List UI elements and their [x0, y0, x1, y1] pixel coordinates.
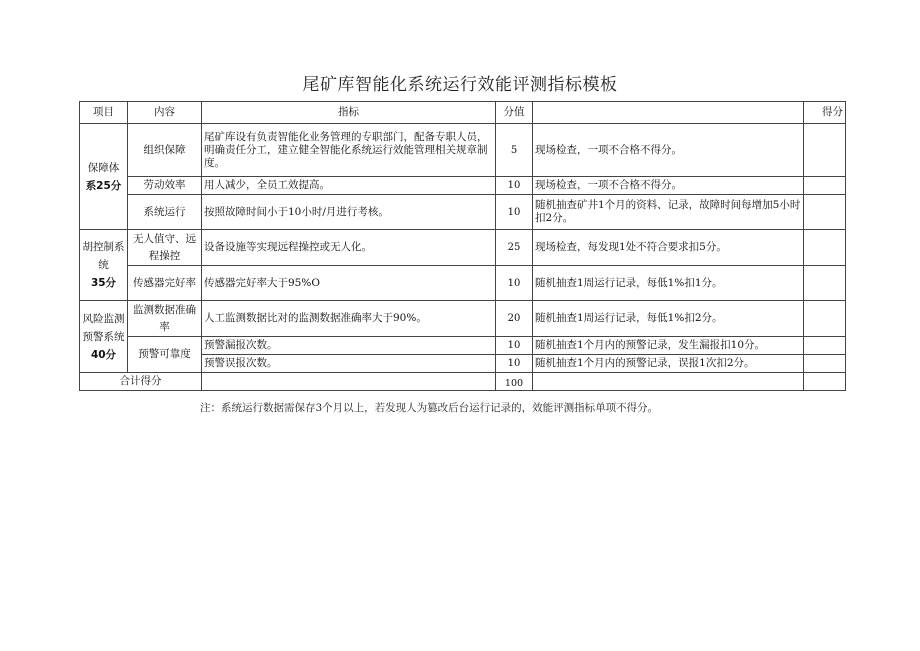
- evaluation-table: [79, 101, 846, 391]
- indicator-cell: 人工监测数据比对的监测数据准确率大于90%。: [202, 301, 496, 337]
- earned-score-cell[interactable]: [804, 124, 846, 177]
- table-row: [80, 230, 846, 266]
- content-cell: 监测数据准确率: [128, 301, 202, 337]
- project-cell-control: [80, 230, 128, 301]
- earned-score-cell[interactable]: [804, 266, 846, 301]
- method-cell: 随机抽查1周运行记录，每低1%扣1分。: [533, 266, 804, 301]
- table-row: [80, 195, 846, 230]
- score-cell: 10: [496, 177, 533, 195]
- score-cell: 5: [496, 124, 533, 177]
- earned-score-cell[interactable]: [804, 195, 846, 230]
- header-project: 项目: [80, 102, 128, 124]
- header-method: [533, 102, 804, 124]
- score-cell: 10: [496, 266, 533, 301]
- method-cell: 现场检查，一项不合格不得分。: [533, 124, 804, 177]
- table-header-row: [80, 102, 846, 124]
- indicator-cell: 预警漏报次数。: [202, 337, 496, 355]
- total-label: 合计得分: [80, 373, 202, 391]
- score-cell: 10: [496, 355, 533, 373]
- content-cell: 组织保障: [128, 124, 202, 177]
- header-score-value: 分值: [496, 102, 533, 124]
- project-label: 保障体: [87, 161, 120, 174]
- score-cell: 10: [496, 337, 533, 355]
- table-row: [80, 301, 846, 337]
- indicator-cell: 尾矿库设有负责智能化业务管理的专职部门，配备专职人员，明确责任分工，建立健全智能化系统运行效能管理相关规章制度。: [202, 124, 496, 177]
- total-score: 100: [496, 373, 533, 391]
- table-row: [80, 266, 846, 301]
- score-cell: 25: [496, 230, 533, 266]
- method-cell: 随机抽查1周运行记录，每低1%扣2分。: [533, 301, 804, 337]
- earned-score-cell[interactable]: [804, 230, 846, 266]
- total-method-cell: [533, 373, 804, 391]
- indicator-cell: 用人减少，全员工效提高。: [202, 177, 496, 195]
- project-label: 35分: [90, 277, 117, 289]
- project-label: 统: [98, 259, 109, 271]
- indicator-cell: 预警误报次数。: [202, 355, 496, 373]
- method-cell: 随机抽查1个月内的预警记录，误报1次扣2分。: [533, 355, 804, 373]
- indicator-cell: 设备设施等实现远程操控或无人化。: [202, 230, 496, 266]
- earned-score-cell[interactable]: [804, 177, 846, 195]
- project-label: 预警系统: [82, 330, 125, 343]
- project-label: 40分: [90, 348, 117, 361]
- content-cell: 预警可靠度: [128, 337, 202, 373]
- indicator-cell: 按照故障时间小于10小时/月进行考核。: [202, 195, 496, 230]
- earned-score-cell[interactable]: [804, 355, 846, 373]
- method-cell: 随机抽查1个月内的预警记录，发生漏报扣10分。: [533, 337, 804, 355]
- score-cell: 20: [496, 301, 533, 337]
- project-label: 胡控制系: [82, 241, 125, 253]
- content-cell: 传感器完好率: [128, 266, 202, 301]
- header-earned: 得分: [804, 102, 846, 124]
- project-cell-risk: [80, 301, 128, 373]
- table-row: [80, 177, 846, 195]
- header-indicator: 指标: [202, 102, 496, 124]
- content-cell: 无人值守、远程操控: [128, 230, 202, 266]
- indicator-cell: 传感器完好率大于95%O: [202, 266, 496, 301]
- method-cell: 现场检查，一项不合格不得分。: [533, 177, 804, 195]
- score-cell: 10: [496, 195, 533, 230]
- project-label: 系25分: [85, 179, 122, 192]
- total-earned-cell[interactable]: [804, 373, 846, 391]
- earned-score-cell[interactable]: [804, 337, 846, 355]
- content-cell: 系统运行: [128, 195, 202, 230]
- content-cell: 劳动效率: [128, 177, 202, 195]
- method-cell: 现场检查，每发现1处不符合要求扣5分。: [533, 230, 804, 266]
- header-content: 内容: [128, 102, 202, 124]
- total-row: [80, 373, 846, 391]
- project-cell-guarantee: [80, 124, 128, 230]
- project-label: 风险监测: [82, 312, 125, 325]
- method-cell: 随机抽查矿井1个月的资料、记录，故障时间每增加5小时扣2分。: [533, 195, 804, 230]
- document-title: 尾矿库智能化系统运行效能评测指标模板: [302, 75, 618, 95]
- table-row: [80, 124, 846, 177]
- total-indicator-cell: [202, 373, 496, 391]
- earned-score-cell[interactable]: [804, 301, 846, 337]
- table-row: [80, 337, 846, 355]
- footnote: 注：系统运行数据需保存3个月以上，若发现人为篡改后台运行记录的，效能评测指标单项不得分。: [200, 402, 659, 414]
